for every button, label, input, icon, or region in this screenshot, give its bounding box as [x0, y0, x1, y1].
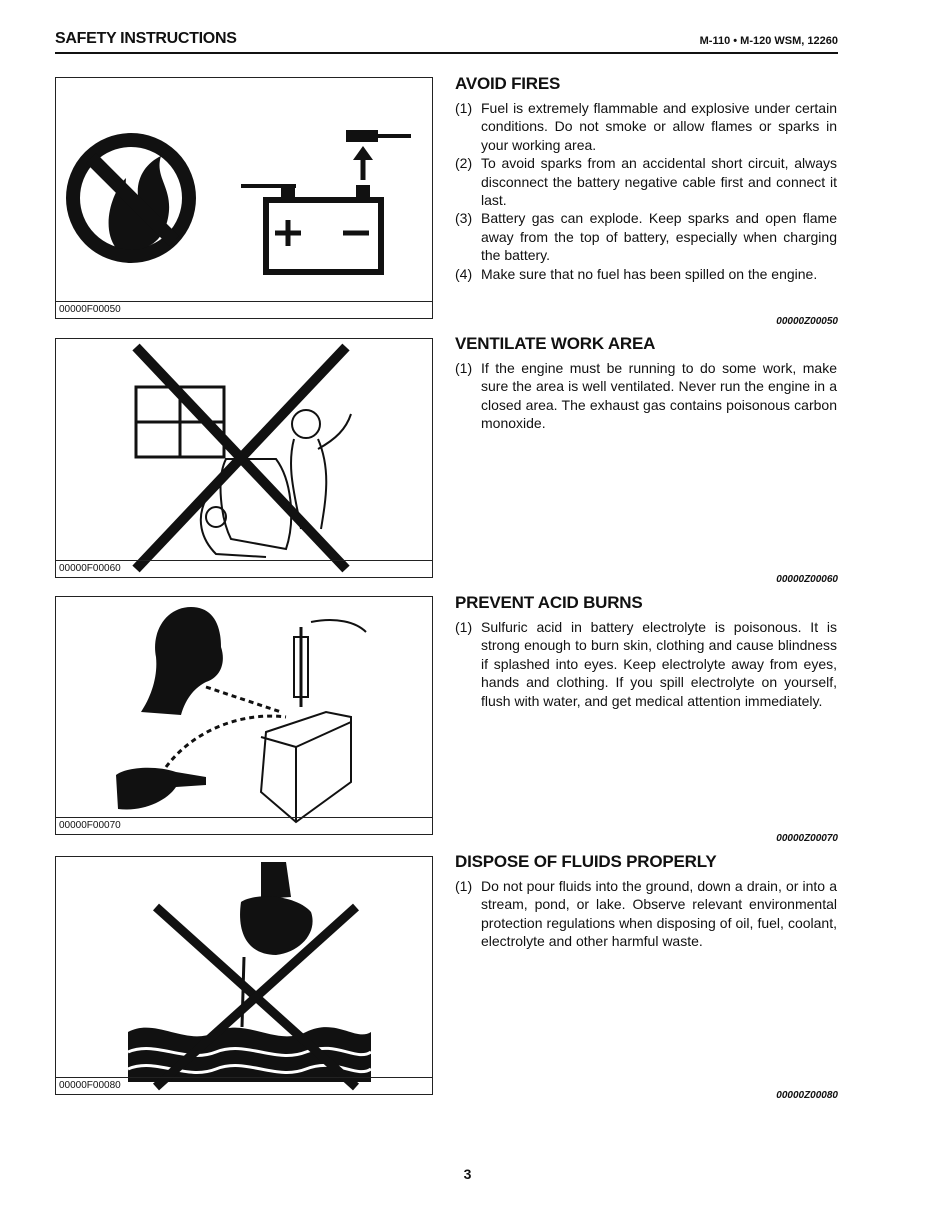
figure-code: 00000F00070	[59, 820, 121, 831]
list-item	[455, 359, 837, 433]
item-number: (4)	[455, 265, 473, 282]
list-item	[455, 877, 837, 951]
figure-divider	[56, 1077, 432, 1078]
section-dispose-fluids	[455, 852, 837, 951]
item-number: (1)	[455, 878, 473, 894]
item-number: (2)	[455, 155, 473, 172]
figure-divider	[56, 301, 432, 302]
figure-acid-burns	[55, 596, 433, 835]
figure-ventilate	[55, 338, 433, 578]
item-text: Make sure that no fuel has been spilled on the engine.	[481, 265, 818, 282]
no-pour-fluids-icon	[56, 857, 432, 1094]
figure-divider	[56, 817, 432, 818]
item-text: To avoid sparks from an accidental short circuit, always disconnect the battery negative cable first and connect it last.	[481, 155, 837, 209]
item-text: Do not pour fluids into the ground, down a drain, or into a stream, pond, or lake. Observe relevant environmental protection regulations when disposing of oil, fuel, coolant, electrolyte and other harmful waste.	[481, 878, 837, 950]
section-ventilate	[455, 334, 837, 433]
item-number: (3)	[455, 210, 473, 227]
section-code: 00000Z00080	[776, 1090, 838, 1101]
item-number: (1)	[455, 619, 473, 635]
page-header-title: SAFETY INSTRUCTIONS	[55, 30, 237, 47]
no-engine-enclosed-icon	[56, 339, 432, 577]
acid-burn-icon	[56, 597, 432, 834]
item-number: (1)	[455, 360, 473, 376]
page-number: 3	[463, 1166, 472, 1182]
section-avoid-fires	[455, 74, 837, 283]
section-code: 00000Z00050	[776, 316, 838, 327]
section-code: 00000Z00060	[776, 574, 838, 585]
figure-divider	[56, 560, 432, 561]
figure-code: 00000F00080	[59, 1080, 121, 1091]
document-id: M-110 • M-120 WSM, 12260	[699, 35, 838, 47]
item-text: Fuel is extremely flammable and explosive under certain conditions. Do not smoke or allow flames or sparks in your working area.	[481, 100, 837, 153]
list-item	[455, 99, 837, 154]
section-title: VENTILATE WORK AREA	[455, 334, 656, 353]
no-fire-battery-icon	[56, 78, 432, 318]
list-item	[455, 154, 837, 209]
item-text: If the engine must be running to do some work, make sure the area is well ventilated. Never run the engine in a closed area. The exhaust gas contains poisonous carbon monoxide.	[481, 360, 837, 432]
item-number: (1)	[455, 100, 473, 116]
section-title: DISPOSE OF FLUIDS PROPERLY	[455, 852, 717, 871]
list-item	[455, 618, 837, 710]
header-rule	[55, 52, 838, 54]
section-acid-burns	[455, 593, 837, 710]
figure-code: 00000F00050	[59, 304, 121, 315]
item-text: Battery gas can explode. Keep sparks and open flame away from the top of battery, especially when charging the battery.	[481, 210, 837, 264]
figure-avoid-fires	[55, 77, 433, 319]
section-title: AVOID FIRES	[455, 74, 561, 93]
figure-code: 00000F00060	[59, 563, 121, 574]
figure-dispose-fluids	[55, 856, 433, 1095]
item-text: Sulfuric acid in battery electrolyte is poisonous. It is strong enough to burn skin, clothing and cause blindness if splashed into eyes. Keep electrolyte away from eyes, hands and clothing. If you spill electrolyte on yourself, flush with water, and get medical attention immediately.	[481, 619, 837, 709]
list-item	[455, 265, 837, 283]
section-code: 00000Z00070	[776, 833, 838, 844]
section-title: PREVENT ACID BURNS	[455, 593, 643, 612]
list-item	[455, 209, 837, 264]
